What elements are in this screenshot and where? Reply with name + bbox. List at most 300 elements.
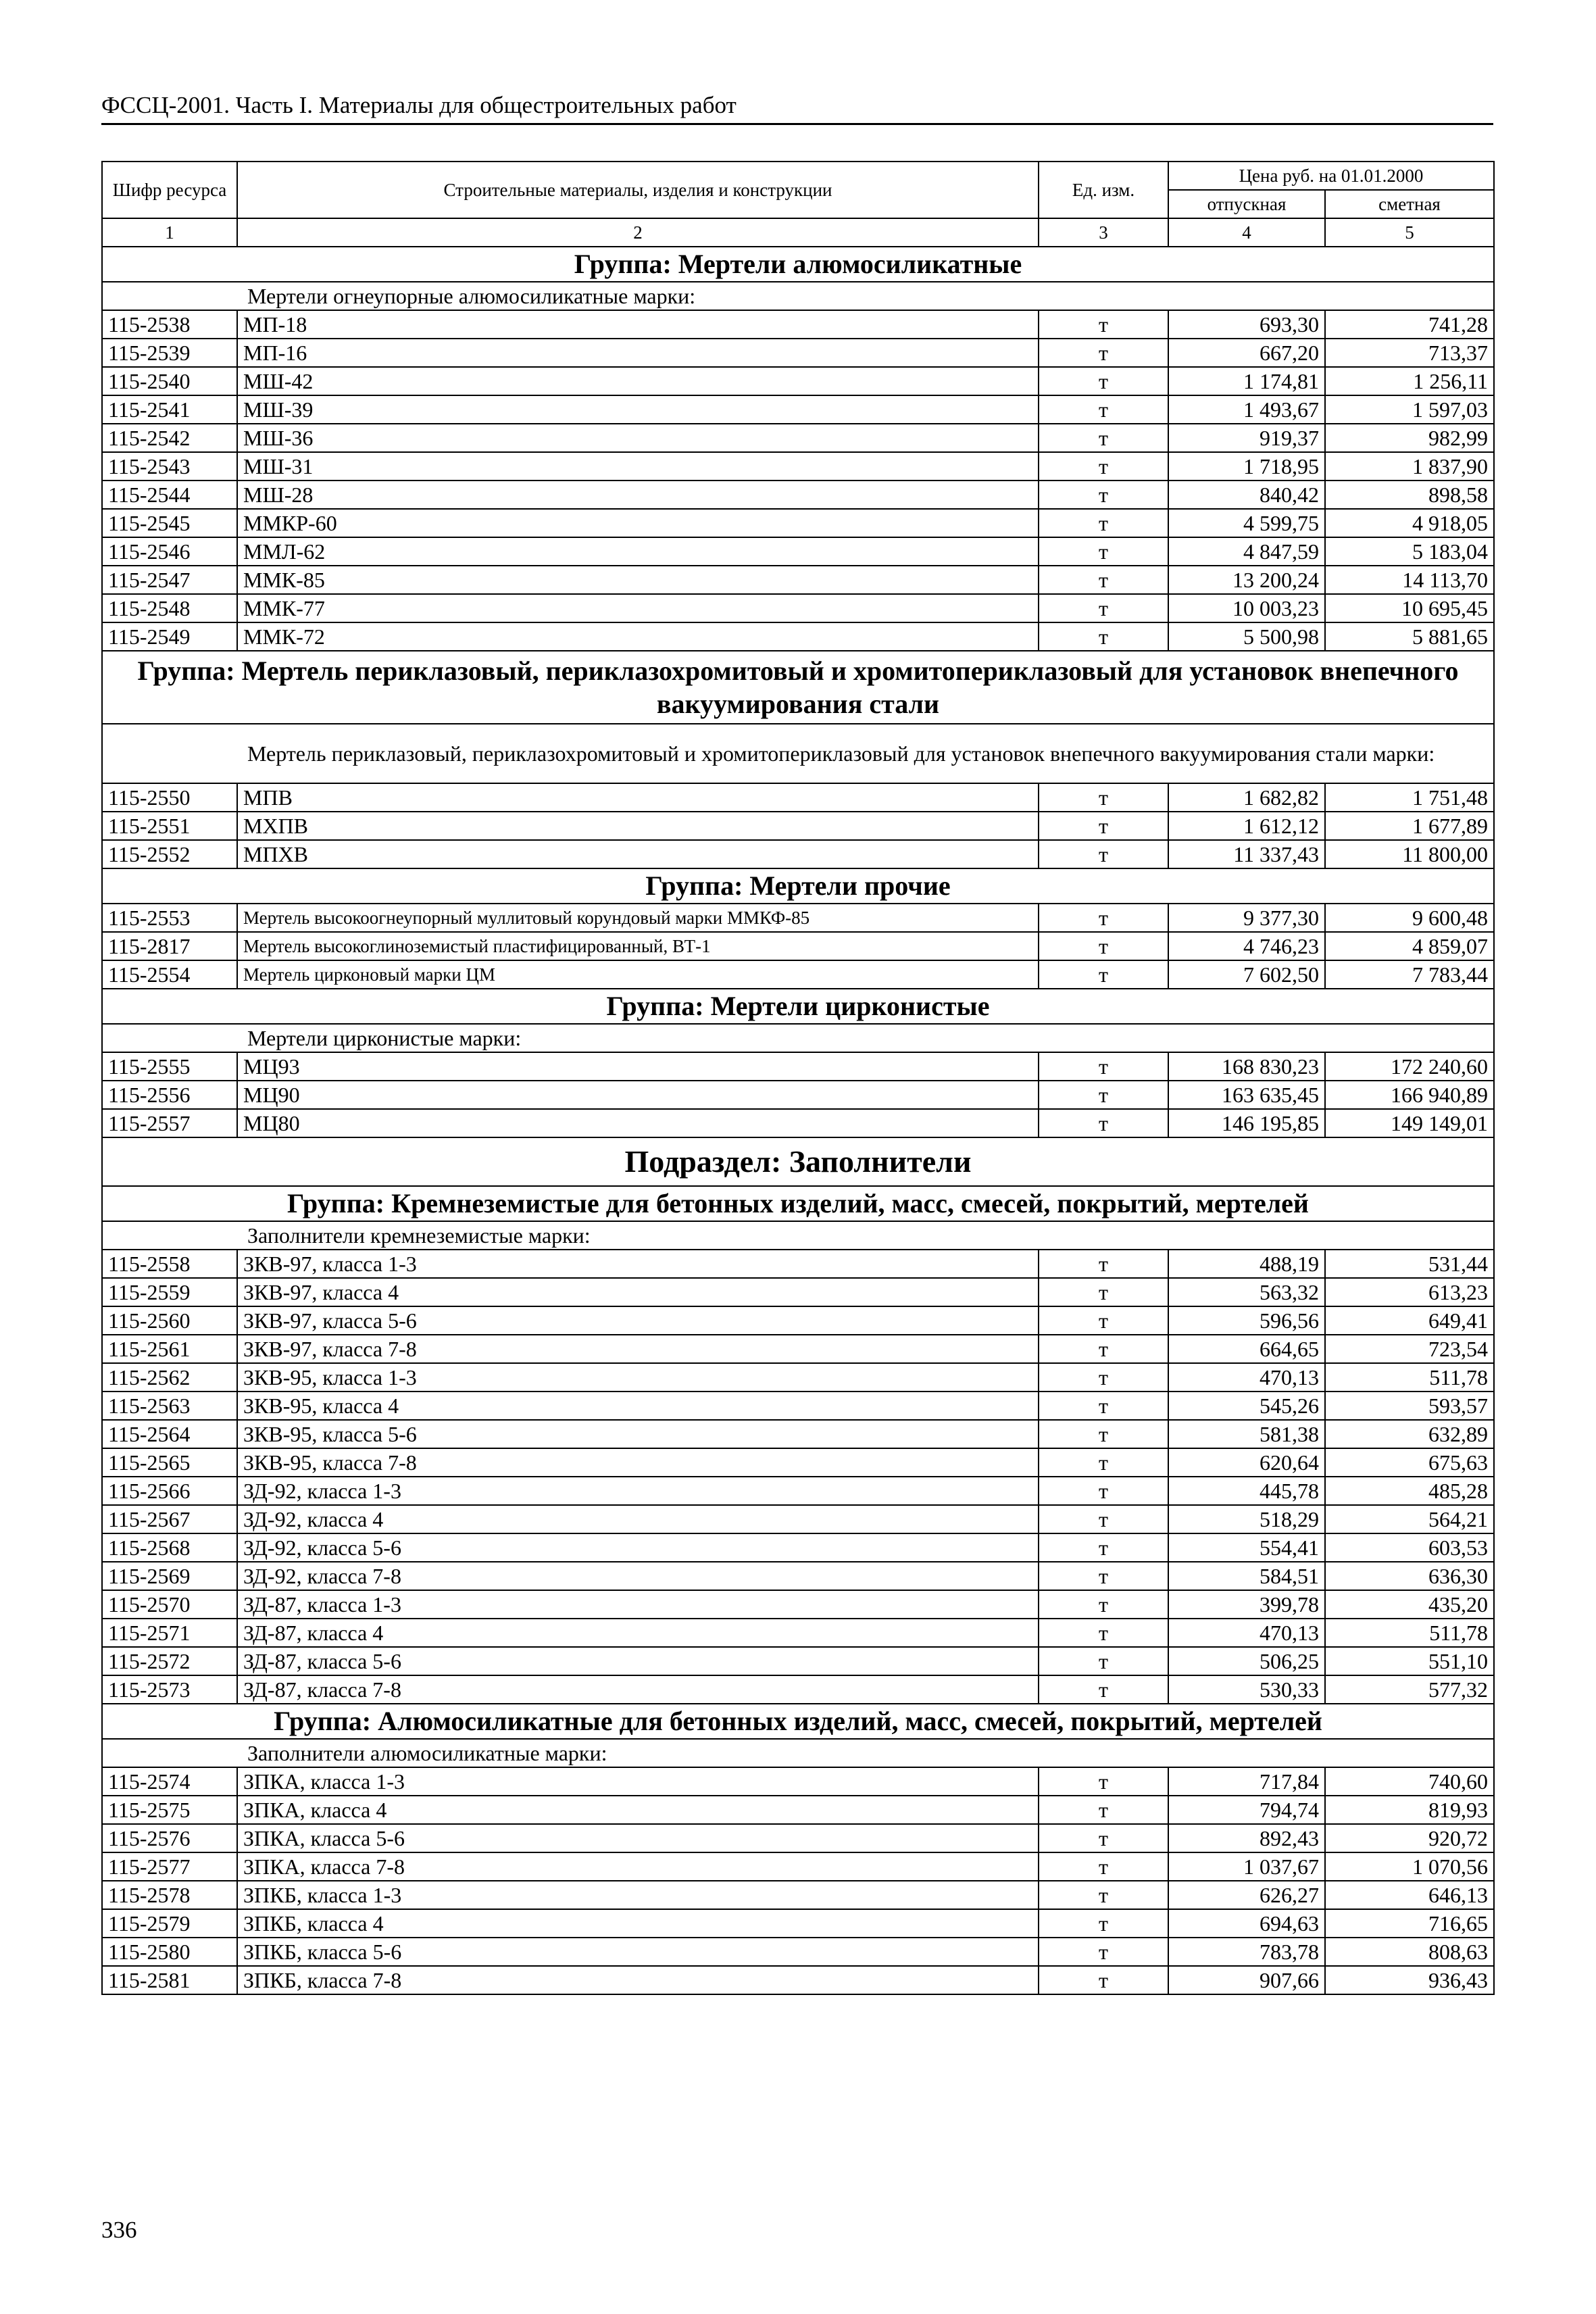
column-number: 1 — [102, 218, 237, 247]
resource-code: 115-2556 — [102, 1081, 237, 1109]
estimate-price: 10 695,45 — [1325, 594, 1494, 622]
release-price: 488,19 — [1168, 1250, 1325, 1278]
unit-cell: т — [1039, 783, 1168, 812]
resource-code: 115-2545 — [102, 509, 237, 537]
table-row — [102, 1306, 1494, 1335]
release-price: 146 195,85 — [1168, 1109, 1325, 1137]
table-row — [102, 1966, 1494, 1994]
release-price: 664,65 — [1168, 1335, 1325, 1363]
estimate-price: 4 918,05 — [1325, 509, 1494, 537]
resource-code: 115-2557 — [102, 1109, 237, 1137]
release-price: 892,43 — [1168, 1824, 1325, 1852]
unit-cell: т — [1039, 1250, 1168, 1278]
group-title-row — [102, 989, 1494, 1024]
unit-cell: т — [1039, 509, 1168, 537]
resource-code: 115-2817 — [102, 932, 237, 960]
group-intro: Заполнители кремнеземистые марки: — [102, 1221, 1494, 1250]
header-estimate-price: сметная — [1325, 190, 1494, 218]
release-price: 4 599,75 — [1168, 509, 1325, 537]
material-name: ЗД-92, класса 5-6 — [237, 1533, 1039, 1562]
table-row — [102, 1052, 1494, 1081]
material-name: ЗД-92, класса 7-8 — [237, 1562, 1039, 1590]
release-price: 596,56 — [1168, 1306, 1325, 1335]
unit-cell: т — [1039, 1052, 1168, 1081]
resource-code: 115-2565 — [102, 1448, 237, 1477]
release-price: 1 174,81 — [1168, 367, 1325, 395]
release-price: 693,30 — [1168, 310, 1325, 339]
table-row — [102, 622, 1494, 651]
unit-cell: т — [1039, 1938, 1168, 1966]
unit-cell: т — [1039, 1647, 1168, 1675]
material-name: Мертель высокоглиноземистый пластифицированный, ВТ-1 — [237, 932, 1039, 960]
material-name: МЦ93 — [237, 1052, 1039, 1081]
release-price: 506,25 — [1168, 1647, 1325, 1675]
material-name: МП-16 — [237, 339, 1039, 367]
resource-code: 115-2551 — [102, 812, 237, 840]
unit-cell: т — [1039, 1852, 1168, 1881]
estimate-price: 920,72 — [1325, 1824, 1494, 1852]
table-row — [102, 1363, 1494, 1392]
unit-cell: т — [1039, 1306, 1168, 1335]
column-number: 4 — [1168, 218, 1325, 247]
column-number: 5 — [1325, 218, 1494, 247]
resource-code: 115-2541 — [102, 395, 237, 424]
unit-cell: т — [1039, 1448, 1168, 1477]
unit-cell: т — [1039, 1590, 1168, 1619]
group-title: Группа: Алюмосиликатные для бетонных изделий, масс, смесей, покрытий, мертелей — [102, 1704, 1494, 1739]
table-row — [102, 1420, 1494, 1448]
material-name: Мертель цирконовый марки ЦМ — [237, 960, 1039, 989]
material-name: ЗД-87, класса 7-8 — [237, 1675, 1039, 1704]
table-row — [102, 1881, 1494, 1909]
unit-cell: т — [1039, 424, 1168, 452]
group-title: Группа: Мертели алюмосиликатные — [102, 247, 1494, 282]
unit-cell: т — [1039, 367, 1168, 395]
estimate-price: 149 149,01 — [1325, 1109, 1494, 1137]
table-row — [102, 1590, 1494, 1619]
table-row — [102, 594, 1494, 622]
resource-code: 115-2569 — [102, 1562, 237, 1590]
estimate-price: 11 800,00 — [1325, 840, 1494, 868]
table-row — [102, 1824, 1494, 1852]
material-name: МШ-31 — [237, 452, 1039, 481]
material-name: МПВ — [237, 783, 1039, 812]
resource-code: 115-2572 — [102, 1647, 237, 1675]
table-row — [102, 1533, 1494, 1562]
estimate-price: 577,32 — [1325, 1675, 1494, 1704]
resource-code: 115-2560 — [102, 1306, 237, 1335]
resource-code: 115-2562 — [102, 1363, 237, 1392]
page-number: 336 — [101, 2217, 137, 2243]
resource-code: 115-2553 — [102, 904, 237, 932]
resource-code: 115-2561 — [102, 1335, 237, 1363]
estimate-price: 819,93 — [1325, 1796, 1494, 1824]
material-name: ЗПКБ, класса 1-3 — [237, 1881, 1039, 1909]
resource-code: 115-2581 — [102, 1966, 237, 1994]
resource-code: 115-2570 — [102, 1590, 237, 1619]
estimate-price: 982,99 — [1325, 424, 1494, 452]
release-price: 907,66 — [1168, 1966, 1325, 1994]
release-price: 10 003,23 — [1168, 594, 1325, 622]
estimate-price: 675,63 — [1325, 1448, 1494, 1477]
material-name: ЗПКА, класса 7-8 — [237, 1852, 1039, 1881]
material-name: ЗД-92, класса 1-3 — [237, 1477, 1039, 1505]
unit-cell: т — [1039, 1392, 1168, 1420]
unit-cell: т — [1039, 1966, 1168, 1994]
material-name: ЗД-87, класса 4 — [237, 1619, 1039, 1647]
release-price: 445,78 — [1168, 1477, 1325, 1505]
group-intro: Мертели цирконистые марки: — [102, 1024, 1494, 1052]
resource-code: 115-2568 — [102, 1533, 237, 1562]
resource-code: 115-2564 — [102, 1420, 237, 1448]
resource-code: 115-2554 — [102, 960, 237, 989]
table-row — [102, 1335, 1494, 1363]
page-header: ФССЦ-2001. Часть I. Материалы для общестроительных работ — [101, 91, 1493, 125]
unit-cell: т — [1039, 1881, 1168, 1909]
estimate-price: 435,20 — [1325, 1590, 1494, 1619]
estimate-price: 740,60 — [1325, 1767, 1494, 1796]
unit-cell: т — [1039, 452, 1168, 481]
unit-cell: т — [1039, 594, 1168, 622]
unit-cell: т — [1039, 1675, 1168, 1704]
resource-code: 115-2558 — [102, 1250, 237, 1278]
resource-code: 115-2544 — [102, 481, 237, 509]
unit-cell: т — [1039, 1363, 1168, 1392]
release-price: 1 682,82 — [1168, 783, 1325, 812]
resource-code: 115-2540 — [102, 367, 237, 395]
estimate-price: 531,44 — [1325, 1250, 1494, 1278]
material-name: ЗКВ-95, класса 4 — [237, 1392, 1039, 1420]
release-price: 563,32 — [1168, 1278, 1325, 1306]
resource-code: 115-2578 — [102, 1881, 237, 1909]
estimate-price: 7 783,44 — [1325, 960, 1494, 989]
estimate-price: 1 070,56 — [1325, 1852, 1494, 1881]
table-row — [102, 1392, 1494, 1420]
release-price: 626,27 — [1168, 1881, 1325, 1909]
subsection-title-row — [102, 1137, 1494, 1186]
table-row — [102, 537, 1494, 566]
group-intro-row — [102, 1739, 1494, 1767]
table-row — [102, 1109, 1494, 1137]
estimate-price: 5 881,65 — [1325, 622, 1494, 651]
estimate-price: 5 183,04 — [1325, 537, 1494, 566]
unit-cell: т — [1039, 812, 1168, 840]
header-unit: Ед. изм. — [1039, 162, 1168, 218]
unit-cell: т — [1039, 310, 1168, 339]
unit-cell: т — [1039, 1562, 1168, 1590]
group-title: Группа: Мертели прочие — [102, 868, 1494, 904]
estimate-price: 1 597,03 — [1325, 395, 1494, 424]
table-row — [102, 1619, 1494, 1647]
group-intro-row — [102, 282, 1494, 310]
table-row — [102, 452, 1494, 481]
table-row — [102, 783, 1494, 812]
material-name: ЗКВ-95, класса 5-6 — [237, 1420, 1039, 1448]
release-price: 667,20 — [1168, 339, 1325, 367]
release-price: 399,78 — [1168, 1590, 1325, 1619]
unit-cell: т — [1039, 1619, 1168, 1647]
release-price: 717,84 — [1168, 1767, 1325, 1796]
release-price: 1 612,12 — [1168, 812, 1325, 840]
unit-cell: т — [1039, 566, 1168, 594]
table-row — [102, 1477, 1494, 1505]
release-price: 584,51 — [1168, 1562, 1325, 1590]
material-name: ЗПКБ, класса 4 — [237, 1909, 1039, 1938]
header-code: Шифр ресурса — [102, 162, 237, 218]
estimate-price: 636,30 — [1325, 1562, 1494, 1590]
resource-code: 115-2573 — [102, 1675, 237, 1704]
release-price: 5 500,98 — [1168, 622, 1325, 651]
material-name: МЦ80 — [237, 1109, 1039, 1137]
header-price: Цена руб. на 01.01.2000 — [1168, 162, 1494, 190]
estimate-price: 898,58 — [1325, 481, 1494, 509]
release-price: 470,13 — [1168, 1363, 1325, 1392]
group-title-row — [102, 868, 1494, 904]
resource-code: 115-2575 — [102, 1796, 237, 1824]
unit-cell: т — [1039, 1477, 1168, 1505]
resource-code: 115-2571 — [102, 1619, 237, 1647]
release-price: 694,63 — [1168, 1909, 1325, 1938]
estimate-price: 593,57 — [1325, 1392, 1494, 1420]
table-row — [102, 960, 1494, 989]
material-name: ММЛ-62 — [237, 537, 1039, 566]
resource-code: 115-2580 — [102, 1938, 237, 1966]
unit-cell: т — [1039, 1533, 1168, 1562]
unit-cell: т — [1039, 1505, 1168, 1533]
material-name: ММКР-60 — [237, 509, 1039, 537]
table-row — [102, 904, 1494, 932]
table-row — [102, 1767, 1494, 1796]
table-row — [102, 310, 1494, 339]
estimate-price: 603,53 — [1325, 1533, 1494, 1562]
table-row — [102, 1562, 1494, 1590]
material-name: ММК-72 — [237, 622, 1039, 651]
column-number: 2 — [237, 218, 1039, 247]
unit-cell: т — [1039, 1335, 1168, 1363]
material-name: ММК-77 — [237, 594, 1039, 622]
release-price: 794,74 — [1168, 1796, 1325, 1824]
material-name: ЗКВ-97, класса 1-3 — [237, 1250, 1039, 1278]
resource-code: 115-2559 — [102, 1278, 237, 1306]
unit-cell: т — [1039, 1909, 1168, 1938]
unit-cell: т — [1039, 1278, 1168, 1306]
resource-code: 115-2555 — [102, 1052, 237, 1081]
material-name: ЗПКА, класса 4 — [237, 1796, 1039, 1824]
table-row — [102, 367, 1494, 395]
estimate-price: 166 940,89 — [1325, 1081, 1494, 1109]
release-price: 554,41 — [1168, 1533, 1325, 1562]
unit-cell: т — [1039, 960, 1168, 989]
resource-code: 115-2542 — [102, 424, 237, 452]
estimate-price: 1 837,90 — [1325, 452, 1494, 481]
release-price: 919,37 — [1168, 424, 1325, 452]
material-name: МШ-39 — [237, 395, 1039, 424]
material-name: ЗКВ-95, класса 7-8 — [237, 1448, 1039, 1477]
estimate-price: 808,63 — [1325, 1938, 1494, 1966]
resource-code: 115-2547 — [102, 566, 237, 594]
subsection-title: Подраздел: Заполнители — [102, 1137, 1494, 1186]
price-table — [101, 161, 1495, 1995]
unit-cell: т — [1039, 1767, 1168, 1796]
table-row — [102, 1852, 1494, 1881]
column-number: 3 — [1039, 218, 1168, 247]
resource-code: 115-2566 — [102, 1477, 237, 1505]
estimate-price: 936,43 — [1325, 1966, 1494, 1994]
unit-cell: т — [1039, 1796, 1168, 1824]
release-price: 4 847,59 — [1168, 537, 1325, 566]
resource-code: 115-2548 — [102, 594, 237, 622]
release-price: 545,26 — [1168, 1392, 1325, 1420]
material-name: МШ-42 — [237, 367, 1039, 395]
material-name: ЗД-92, класса 4 — [237, 1505, 1039, 1533]
table-row — [102, 509, 1494, 537]
estimate-price: 632,89 — [1325, 1420, 1494, 1448]
table-row — [102, 1250, 1494, 1278]
unit-cell: т — [1039, 1081, 1168, 1109]
unit-cell: т — [1039, 1420, 1168, 1448]
resource-code: 115-2574 — [102, 1767, 237, 1796]
estimate-price: 716,65 — [1325, 1909, 1494, 1938]
group-title: Группа: Кремнеземистые для бетонных изделий, масс, смесей, покрытий, мертелей — [102, 1186, 1494, 1221]
release-price: 1 493,67 — [1168, 395, 1325, 424]
resource-code: 115-2543 — [102, 452, 237, 481]
material-name: МП-18 — [237, 310, 1039, 339]
table-row — [102, 1448, 1494, 1477]
resource-code: 115-2549 — [102, 622, 237, 651]
table-row — [102, 1909, 1494, 1938]
table-row — [102, 1278, 1494, 1306]
estimate-price: 649,41 — [1325, 1306, 1494, 1335]
group-intro: Мертель периклазовый, периклазохромитовый и хромитопериклазовый для установок внепечного вакуумирования стали марки: — [102, 724, 1494, 783]
estimate-price: 713,37 — [1325, 339, 1494, 367]
group-title-row — [102, 1186, 1494, 1221]
resource-code: 115-2579 — [102, 1909, 237, 1938]
group-intro: Заполнители алюмосиликатные марки: — [102, 1739, 1494, 1767]
release-price: 13 200,24 — [1168, 566, 1325, 594]
estimate-price: 551,10 — [1325, 1647, 1494, 1675]
estimate-price: 14 113,70 — [1325, 566, 1494, 594]
table-row — [102, 1081, 1494, 1109]
estimate-price: 1 677,89 — [1325, 812, 1494, 840]
estimate-price: 1 256,11 — [1325, 367, 1494, 395]
estimate-price: 646,13 — [1325, 1881, 1494, 1909]
release-price: 620,64 — [1168, 1448, 1325, 1477]
price-table-body — [102, 247, 1494, 1994]
group-intro: Мертели огнеупорные алюмосиликатные марки: — [102, 282, 1494, 310]
release-price: 1 037,67 — [1168, 1852, 1325, 1881]
release-price: 783,78 — [1168, 1938, 1325, 1966]
unit-cell: т — [1039, 840, 1168, 868]
material-name: ЗКВ-95, класса 1-3 — [237, 1363, 1039, 1392]
table-row — [102, 1675, 1494, 1704]
release-price: 4 746,23 — [1168, 932, 1325, 960]
resource-code: 115-2539 — [102, 339, 237, 367]
estimate-price: 4 859,07 — [1325, 932, 1494, 960]
release-price: 1 718,95 — [1168, 452, 1325, 481]
table-row — [102, 840, 1494, 868]
release-price: 168 830,23 — [1168, 1052, 1325, 1081]
table-row — [102, 395, 1494, 424]
estimate-price: 723,54 — [1325, 1335, 1494, 1363]
material-name: ЗКВ-97, класса 7-8 — [237, 1335, 1039, 1363]
group-title: Группа: Мертель периклазовый, периклазохромитовый и хромитопериклазовый для установок внепечного вакуумирования стали — [102, 651, 1494, 724]
release-price: 7 602,50 — [1168, 960, 1325, 989]
resource-code: 115-2577 — [102, 1852, 237, 1881]
material-name: ЗКВ-97, класса 4 — [237, 1278, 1039, 1306]
header-name: Строительные материалы, изделия и конструкции — [237, 162, 1039, 218]
material-name: МЦ90 — [237, 1081, 1039, 1109]
release-price: 9 377,30 — [1168, 904, 1325, 932]
material-name: МПХВ — [237, 840, 1039, 868]
material-name: ЗД-87, класса 1-3 — [237, 1590, 1039, 1619]
material-name: МШ-28 — [237, 481, 1039, 509]
estimate-price: 564,21 — [1325, 1505, 1494, 1533]
group-title: Группа: Мертели цирконистые — [102, 989, 1494, 1024]
table-row — [102, 566, 1494, 594]
resource-code: 115-2538 — [102, 310, 237, 339]
estimate-price: 9 600,48 — [1325, 904, 1494, 932]
material-name: ЗПКБ, класса 5-6 — [237, 1938, 1039, 1966]
estimate-price: 172 240,60 — [1325, 1052, 1494, 1081]
unit-cell: т — [1039, 622, 1168, 651]
unit-cell: т — [1039, 537, 1168, 566]
unit-cell: т — [1039, 339, 1168, 367]
table-row — [102, 339, 1494, 367]
material-name: ЗПКА, класса 5-6 — [237, 1824, 1039, 1852]
estimate-price: 485,28 — [1325, 1477, 1494, 1505]
resource-code: 115-2563 — [102, 1392, 237, 1420]
table-row — [102, 932, 1494, 960]
material-name: МХПВ — [237, 812, 1039, 840]
material-name: Мертель высокоогнеупорный муллитовый корундовый марки ММКФ-85 — [237, 904, 1039, 932]
table-row — [102, 1938, 1494, 1966]
resource-code: 115-2567 — [102, 1505, 237, 1533]
unit-cell: т — [1039, 904, 1168, 932]
release-price: 840,42 — [1168, 481, 1325, 509]
release-price: 530,33 — [1168, 1675, 1325, 1704]
release-price: 518,29 — [1168, 1505, 1325, 1533]
unit-cell: т — [1039, 1109, 1168, 1137]
material-name: ММК-85 — [237, 566, 1039, 594]
table-row — [102, 481, 1494, 509]
table-row — [102, 812, 1494, 840]
table-row — [102, 1647, 1494, 1675]
unit-cell: т — [1039, 395, 1168, 424]
estimate-price: 1 751,48 — [1325, 783, 1494, 812]
material-name: ЗПКБ, класса 7-8 — [237, 1966, 1039, 1994]
group-intro-row — [102, 1024, 1494, 1052]
material-name: ЗПКА, класса 1-3 — [237, 1767, 1039, 1796]
group-title-row — [102, 651, 1494, 724]
material-name: ЗД-87, класса 5-6 — [237, 1647, 1039, 1675]
resource-code: 115-2576 — [102, 1824, 237, 1852]
material-name: ЗКВ-97, класса 5-6 — [237, 1306, 1039, 1335]
release-price: 163 635,45 — [1168, 1081, 1325, 1109]
estimate-price: 511,78 — [1325, 1363, 1494, 1392]
material-name: МШ-36 — [237, 424, 1039, 452]
resource-code: 115-2546 — [102, 537, 237, 566]
estimate-price: 741,28 — [1325, 310, 1494, 339]
group-intro-row — [102, 1221, 1494, 1250]
release-price: 11 337,43 — [1168, 840, 1325, 868]
table-row — [102, 424, 1494, 452]
unit-cell: т — [1039, 1824, 1168, 1852]
resource-code: 115-2552 — [102, 840, 237, 868]
header-release-price: отпускная — [1168, 190, 1325, 218]
estimate-price: 511,78 — [1325, 1619, 1494, 1647]
resource-code: 115-2550 — [102, 783, 237, 812]
estimate-price: 613,23 — [1325, 1278, 1494, 1306]
